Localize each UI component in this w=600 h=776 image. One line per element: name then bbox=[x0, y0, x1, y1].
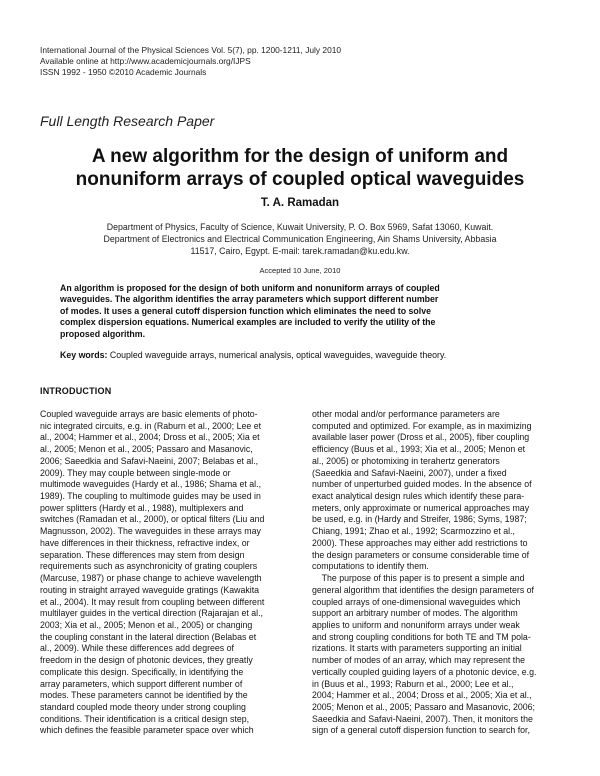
body-line: 1989). The coupling to multimode guides may be used in bbox=[40, 491, 261, 502]
body-line: separation. These differences may stem from design bbox=[40, 549, 245, 560]
author: T. A. Ramadan bbox=[260, 197, 340, 209]
body-line: requirements such as asynchronicity of grating couplers bbox=[40, 561, 258, 572]
body-line: Saeedkia and Safavi-Naeini, 2007). Then, it monitors the bbox=[312, 713, 533, 724]
body-line: multilayer guides in the vertical direction (Rajarajan et al., bbox=[40, 608, 263, 619]
journal-url: Available online at http://www.academicjournals.org/IJPS bbox=[40, 56, 251, 66]
body-line: be used, e.g. in (Hardy and Streifer, 1986; Syms, 1987; bbox=[312, 514, 527, 525]
body-line: computed and optimized. For example, as in maximizing bbox=[312, 420, 532, 431]
body-line: meters, only approximate or numerical approaches may bbox=[312, 502, 530, 513]
body-line: 2004; Hammer et al., 2004; Dross et al., 2005; Xia et al., bbox=[312, 690, 532, 701]
body-line: (Saeedkia and Safavi-Naeini, 2007), under a fixed bbox=[312, 467, 507, 478]
body-line: which defines the feasible parameter space over which bbox=[40, 725, 254, 736]
body-line: support an arbitrary number of modes. The algorithm bbox=[312, 608, 518, 619]
body-line: 2005; Menon et al., 2005; Passaro and Masanovic, 2006; bbox=[312, 701, 536, 712]
body-line: exact analytical design rules which identify these para- bbox=[312, 491, 525, 502]
body-line: and strong coupling conditions for both TE and TM pola- bbox=[312, 631, 531, 642]
section-heading: INTRODUCTION bbox=[40, 386, 112, 396]
accepted-date: Accepted 10 June, 2010 bbox=[259, 266, 341, 275]
body-line: multimode waveguides (Hardy et al., 1986; Shama et al., bbox=[40, 479, 262, 490]
body-line: 2000). These approaches may either add restrictions to bbox=[312, 537, 528, 548]
paper-type: Full Length Research Paper bbox=[40, 113, 215, 129]
body-line: general algorithm that identifies the design parameters of bbox=[312, 584, 535, 595]
body-line: 2009). They may couple between single-mode or bbox=[40, 467, 231, 478]
abstract-line: complex dispersion equations. Numerical examples are included to verify the utility of the bbox=[60, 317, 436, 328]
body-line: power splitters (Hardy et al., 1988), multiplexers and bbox=[40, 502, 244, 513]
body-line: number of unperturbed guided modes. In the absence of bbox=[312, 479, 532, 490]
journal-header bbox=[40, 45, 341, 78]
body-line: The purpose of this paper is to present a simple and bbox=[312, 573, 525, 584]
body-line: 2003; Xia et al., 2005; Menon et al., 2005) or changing bbox=[40, 619, 253, 630]
affiliation bbox=[40, 221, 560, 257]
body-line: in (Buus et al., 1993; Raburn et al., 2000; Lee et al., bbox=[312, 678, 514, 689]
body-line: number of modes of an array, which may represent the bbox=[312, 655, 526, 666]
body-line: routing in straight arrayed waveguide gratings (Kawakita bbox=[40, 584, 260, 595]
keywords-label: Key words: bbox=[60, 350, 108, 360]
body-line: al., 2009). While these differences add degrees of bbox=[40, 643, 234, 654]
affiliation-line: Department of Physics, Faculty of Science, Kuwait University, P. O. Box 5969, Safat 13060, Kuwait. bbox=[106, 222, 494, 232]
journal-issn: ISSN 1992 - 1950 ©2010 Academic Journals bbox=[40, 67, 207, 77]
body-line: rizations. It starts with parameters supporting an initial bbox=[312, 643, 522, 654]
body-line: available laser power (Dross et al., 2005), fiber coupling bbox=[312, 432, 530, 443]
body-line: Coupled waveguide arrays are basic elements of photo- bbox=[40, 409, 258, 419]
left-column bbox=[40, 409, 264, 737]
abstract-line: waveguides. The algorithm identifies the array parameters which support different number bbox=[60, 294, 439, 305]
body-line: standard coupled mode theory under strong coupling bbox=[40, 701, 246, 712]
body-line: et al., 2004). It may result from coupling between different bbox=[40, 596, 265, 607]
body-line: conditions. Their identification is a critical design step, bbox=[40, 713, 250, 724]
body-line: array parameters, which support different number of bbox=[40, 678, 243, 689]
body-line: 2006; Saeedkia and Safavi-Naeini, 2007; Belabas et al., bbox=[40, 455, 259, 466]
abstract-line: An algorithm is proposed for the design of both uniform and nonuniform arrays of coupled bbox=[60, 283, 440, 293]
right-column bbox=[312, 409, 536, 737]
body-line: switches (Ramadan et al., 2000), or optical filters (Liu and bbox=[40, 514, 265, 525]
title-line: nonuniform arrays of coupled optical waveguides bbox=[75, 169, 525, 190]
body-line: complicate this design. Specifically, in identifying the bbox=[40, 666, 244, 677]
keywords-text: Coupled waveguide arrays, numerical analysis, optical waveguides, waveguide theory. bbox=[109, 350, 447, 360]
title-line: A new algorithm for the design of uniform and bbox=[91, 146, 509, 167]
abstract bbox=[60, 283, 540, 340]
affiliation-line: 11517, Cairo, Egypt. E-mail: tarek.ramadan@ku.edu.kw. bbox=[190, 246, 410, 256]
body-line: al., 2005) or photomixing in terahertz generators bbox=[312, 455, 500, 466]
body-line: Magnusson, 2002). The waveguides in these arrays may bbox=[40, 526, 261, 537]
body-line: sign of a general cutoff dispersion function to search for, bbox=[312, 725, 530, 736]
keywords bbox=[60, 350, 560, 360]
abstract-line: of modes. It uses a general cutoff dispersion function which eliminates the need to solve bbox=[60, 305, 432, 316]
body-line: coupled arrays of one-dimensional waveguides which bbox=[312, 596, 521, 607]
body-line: freedom in the design of photonic devices, they greatly bbox=[40, 655, 253, 666]
body-line: al., 2005; Menon et al., 2005; Passaro and Masanovic, bbox=[40, 444, 253, 455]
body-line: al., 2004; Hammer et al., 2004; Dross et al., 2005; Xia et bbox=[40, 432, 260, 443]
body-line: the design parameters or consume considerable time of bbox=[312, 549, 530, 560]
affiliation-line: Department of Electronics and Electrical Communication Engineering, Ain Shams University, Abbasia bbox=[103, 234, 497, 244]
body-line: nic integrated circuits, e.g. in (Raburn et al., 2000; Lee et bbox=[40, 420, 262, 431]
body-line: vertically coupled guiding layers of a photonic device, e.g. bbox=[312, 666, 537, 677]
body-line: the coupling constant in the lateral direction (Belabas et bbox=[40, 631, 257, 642]
body-line: efficiency (Buus et al., 1993; Xia et al., 2005; Menon et bbox=[312, 444, 526, 455]
body-line: applies to uniform and nonuniform arrays under weak bbox=[312, 619, 520, 630]
paper-title bbox=[40, 145, 560, 191]
body-line: modes. These parameters cannot be identified by the bbox=[40, 690, 248, 701]
body-line: computations to identify them. bbox=[312, 561, 429, 572]
body-line: other modal and/or performance parameters are bbox=[312, 409, 500, 419]
journal-citation: International Journal of the Physical Sciences Vol. 5(7), pp. 1200-1211, July 2010 bbox=[40, 45, 342, 55]
abstract-line: proposed algorithm. bbox=[60, 328, 146, 339]
body-line: (Marcuse, 1987) or phase change to achieve wavelength bbox=[40, 573, 262, 584]
body-line: Chiang, 1991; Zhao et al., 1992; Scarmozzino et al., bbox=[312, 526, 515, 537]
body-line: have differences in their thickness, refractive index, or bbox=[40, 537, 250, 548]
